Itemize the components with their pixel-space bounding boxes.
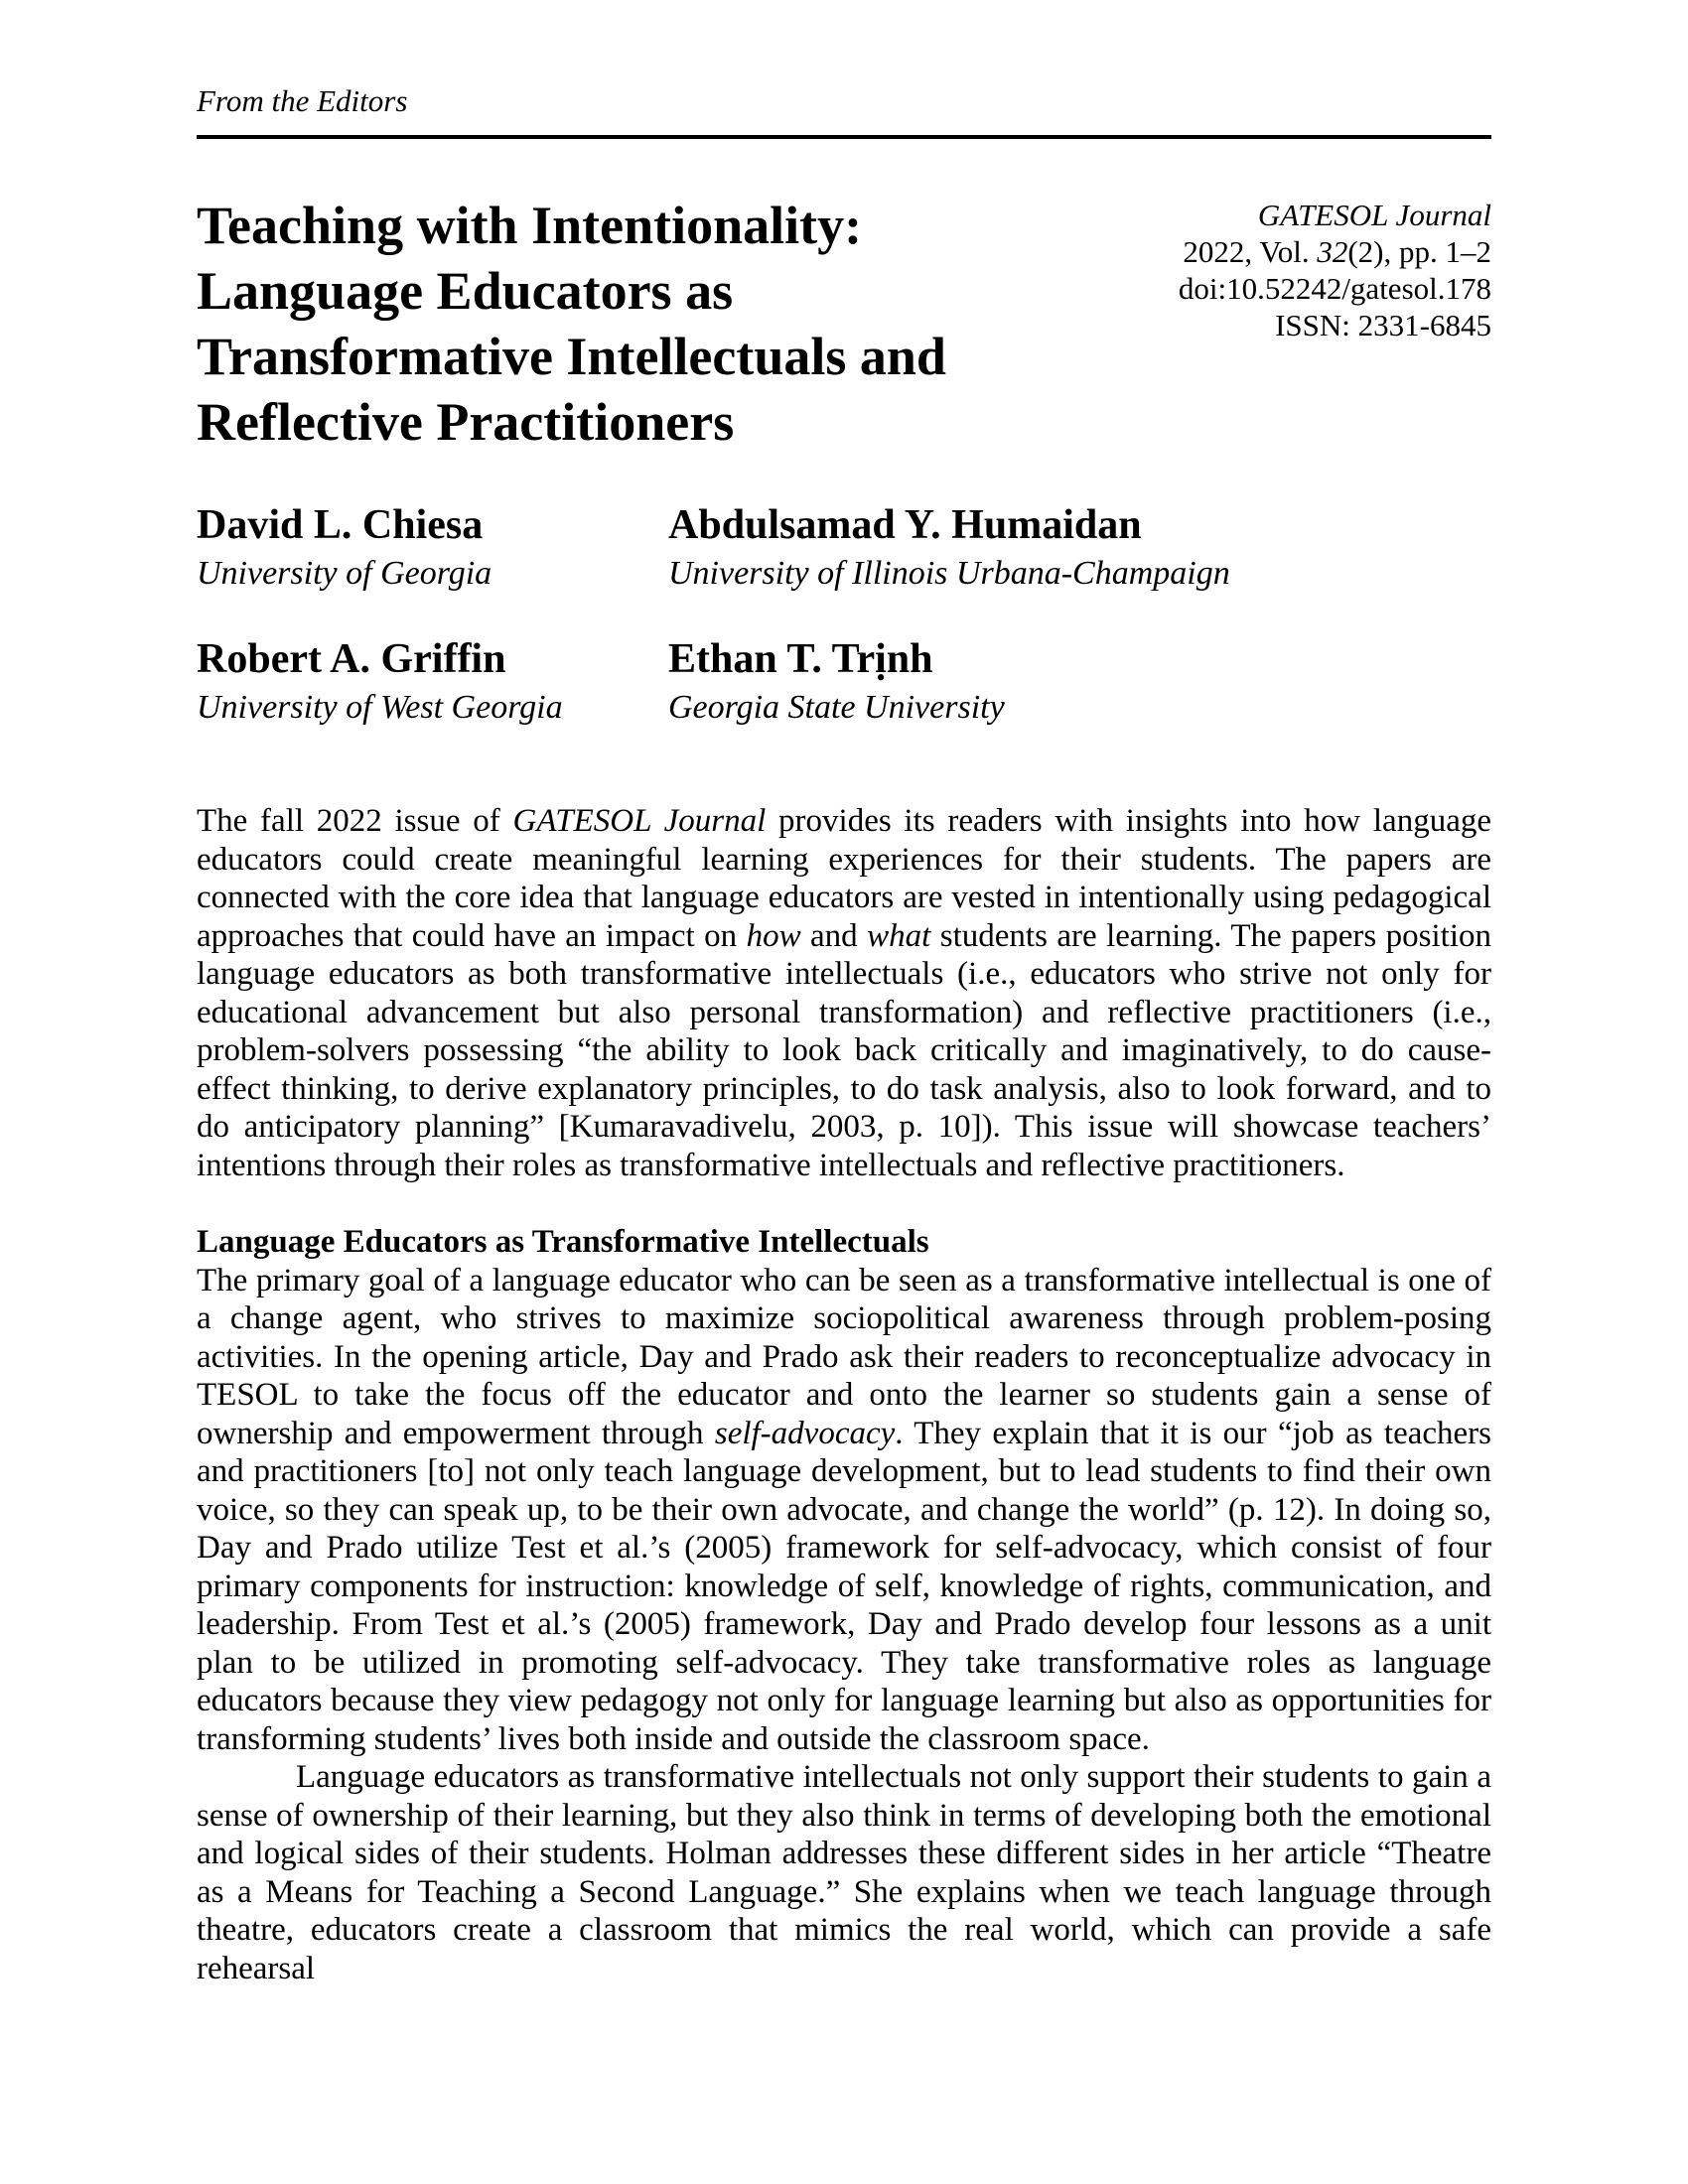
journal-citation-block (1179, 197, 1491, 343)
author-entry (668, 502, 1491, 593)
article-title-line: Reflective Practitioners (197, 391, 735, 452)
author-affiliation: University of Georgia (197, 554, 492, 592)
author-entry (668, 636, 1491, 727)
author-affiliation: University of Illinois Urbana-Champaign (668, 554, 1230, 592)
paragraph-intro: The fall 2022 issue of GATESOL Journal provides its readers with insights into how language educators could create meaningful learning experiences for their students. The papers are connected with the core idea that language educators are vested in intentionally using pedagogical approaches that could have an impact on how and what students are learning. The papers position language educators as both transformative intellectuals (i.e., educators who strive not only for educational advancement but also personal transformation) and reflective practitioners (i.e., problem-solvers possessing “the ability to look back critically and imaginatively, to do cause-effect thinking, to derive explanatory principles, to do task analysis, also to look forward, and to do anticipatory planning” [Kumaravadivelu, 2003, p. 10]). This issue will showcase teachers’ intentions through their roles as transformative intellectuals and reflective practitioners. (197, 803, 1491, 1183)
header-rule (197, 135, 1491, 139)
article-title-line: Teaching with Intentionality: (197, 195, 863, 255)
journal-volume-line: 2022, Vol. 32(2), pp. 1–2 (1183, 233, 1491, 269)
section-heading: Language Educators as Transformative Intellectuals (197, 1224, 929, 1261)
article-title (197, 193, 1090, 455)
author-affiliation: University of West Georgia (197, 689, 563, 727)
author-affiliation: Georgia State University (668, 689, 1005, 727)
title-row (197, 193, 1491, 455)
author-block (197, 502, 1491, 728)
paragraph-holman: Language educators as transformative intellectuals not only support their students to gain a sense of ownership of their learning, but they also think in terms of developing both the emotional and logical sides of their students. Holman addresses these different sides in her article “Theatre as a Means for Teaching a Second Language.” She explains when we teach language through theatre, educators create a classroom that mimics the real world, which can provide a safe rehearsal (197, 1759, 1491, 1986)
journal-issn: ISSN: 2331-6845 (1275, 307, 1491, 342)
article-body (197, 802, 1491, 1987)
paragraph-transformative: The primary goal of a language educator who can be seen as a transformative intellectual is one of a change agent, who strives to maximize sociopolitical awareness through problem-posing activities. In the opening article, Day and Prado ask their readers to reconceptualize advocacy in TESOL to take the focus off the educator and onto the learner so students gain a sense of ownership and empowerment through self-advocacy. They explain that it is our “job as teachers and practitioners [to] not only teach language development, but to lead students to find their own voice, so they can speak up, to be their own advocate, and change the world” (p. 12). In doing so, Day and Prado utilize Test et al.’s (2005) framework for self-advocacy, which consist of four primary components for instruction: knowledge of self, knowledge of rights, communication, and leadership. From Test et al.’s (2005) framework, Day and Prado develop four lessons as a unit plan to be utilized in promoting self-advocacy. They take transformative roles as language educators because they view pedagogy not only for language learning but also as opportunities for transforming students’ lives both inside and outside the classroom space. (197, 1262, 1491, 1757)
article-title-line: Language Educators as (197, 260, 734, 321)
article-title-line: Transformative Intellectuals and (197, 326, 946, 386)
journal-doi: doi:10.52242/gatesol.178 (1178, 270, 1491, 306)
author-name: David L. Chiesa (197, 501, 484, 548)
running-head: From the Editors (197, 83, 408, 118)
author-name: Ethan T. Trịnh (668, 635, 933, 682)
journal-name: GATESOL Journal (1257, 197, 1491, 232)
author-entry (197, 502, 668, 593)
author-entry (197, 636, 668, 727)
author-name: Abdulsamad Y. Humaidan (668, 501, 1142, 548)
author-name: Robert A. Griffin (197, 635, 506, 682)
